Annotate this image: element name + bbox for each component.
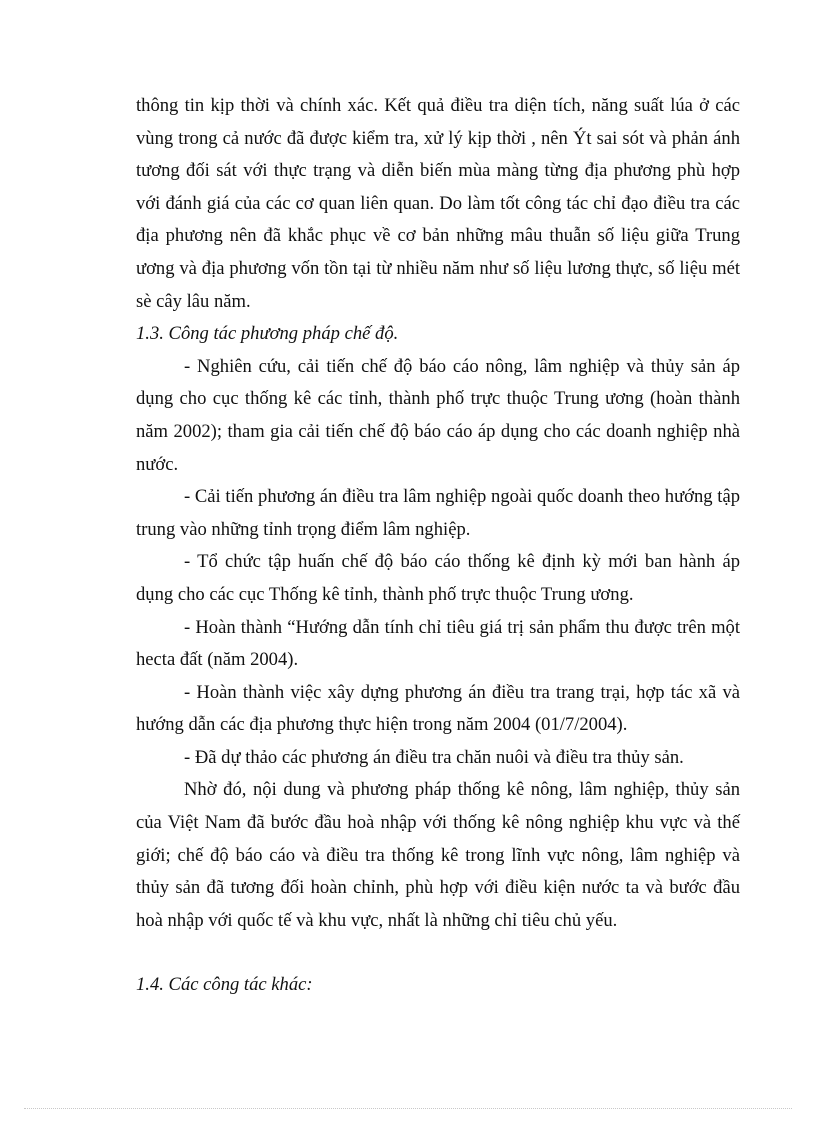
section-heading-1-3: 1.3. Công tác phương pháp chế độ. xyxy=(136,323,399,345)
bullet-paragraph-2: - Cải tiến phương án điều tra lâm nghiệp ngoài quốc doanh theo hướng tập trung vào những tỉnh trọng điểm lâm nghiệp. xyxy=(136,486,740,540)
bullet-paragraph-5: - Hoàn thành việc xây dựng phương án điều tra trang trại, hợp tác xã và hướng dẫn các địa phương thực hiện trong năm 2004 (01/7/2004). xyxy=(136,681,740,736)
bullet-paragraph-4: - Hoàn thành “Hướng dẫn tính chỉ tiêu giá trị sản phẩm thu được trên một hecta đất (năm 2004). xyxy=(136,616,740,671)
page-body xyxy=(136,90,740,1002)
paragraph-continuation: thông tin kịp thời và chính xác. Kết quả điều tra diện tích, năng suất lúa ở các vùng trong cả nước đã được kiểm tra, xử lý kịp thời , nên Ýt sai sót và phản ánh tương đối sát với thực trạng và diễn biến mùa màng từng địa phương phù hợp với đánh giá của các cơ quan liên quan. Do làm tốt công tác chỉ đạo điều tra các địa phương nên đã khắc phục về cơ bản những mâu thuẫn số liệu giữa Trung ương và địa phương vốn tồn tại từ nhiều năm như số liệu lương thực, số liệu mét sè cây lâu năm. xyxy=(136,95,740,312)
summary-paragraph: Nhờ đó, nội dung và phương pháp thống kê nông, lâm nghiệp, thủy sản của Việt Nam đã bước đầu hoà nhập với thống kê nông nghiệp khu vực và thế giới; chế độ báo cáo và điều tra thống kê trong lĩnh vực nông, lâm nghiệp và thủy sản đã tương đối hoàn chỉnh, phù hợp với điều kiện nước ta và bước đầu hoà nhập với quốc tế và khu vực, nhất là những chỉ tiêu chủ yếu. xyxy=(136,779,740,931)
bullet-paragraph-1: - Nghiên cứu, cải tiến chế độ báo cáo nông, lâm nghiệp và thủy sản áp dụng cho cục thống kê các tỉnh, thành phố trực thuộc Trung ương (hoàn thành năm 2002); tham gia cải tiến chế độ báo cáo áp dụng cho các doanh nghiệp nhà nước. xyxy=(136,355,740,475)
bullet-paragraph-6: - Đã dự thảo các phương án điều tra chăn nuôi và điều tra thủy sản. xyxy=(184,746,684,768)
page-bottom-divider xyxy=(24,1108,792,1109)
section-heading-1-4: 1.4. Các công tác khác: xyxy=(136,974,313,996)
bullet-paragraph-3: - Tổ chức tập huấn chế độ báo cáo thống kê định kỳ mới ban hành áp dụng cho các cục Thống kê tỉnh, thành phố trực thuộc Trung ương. xyxy=(136,551,740,605)
